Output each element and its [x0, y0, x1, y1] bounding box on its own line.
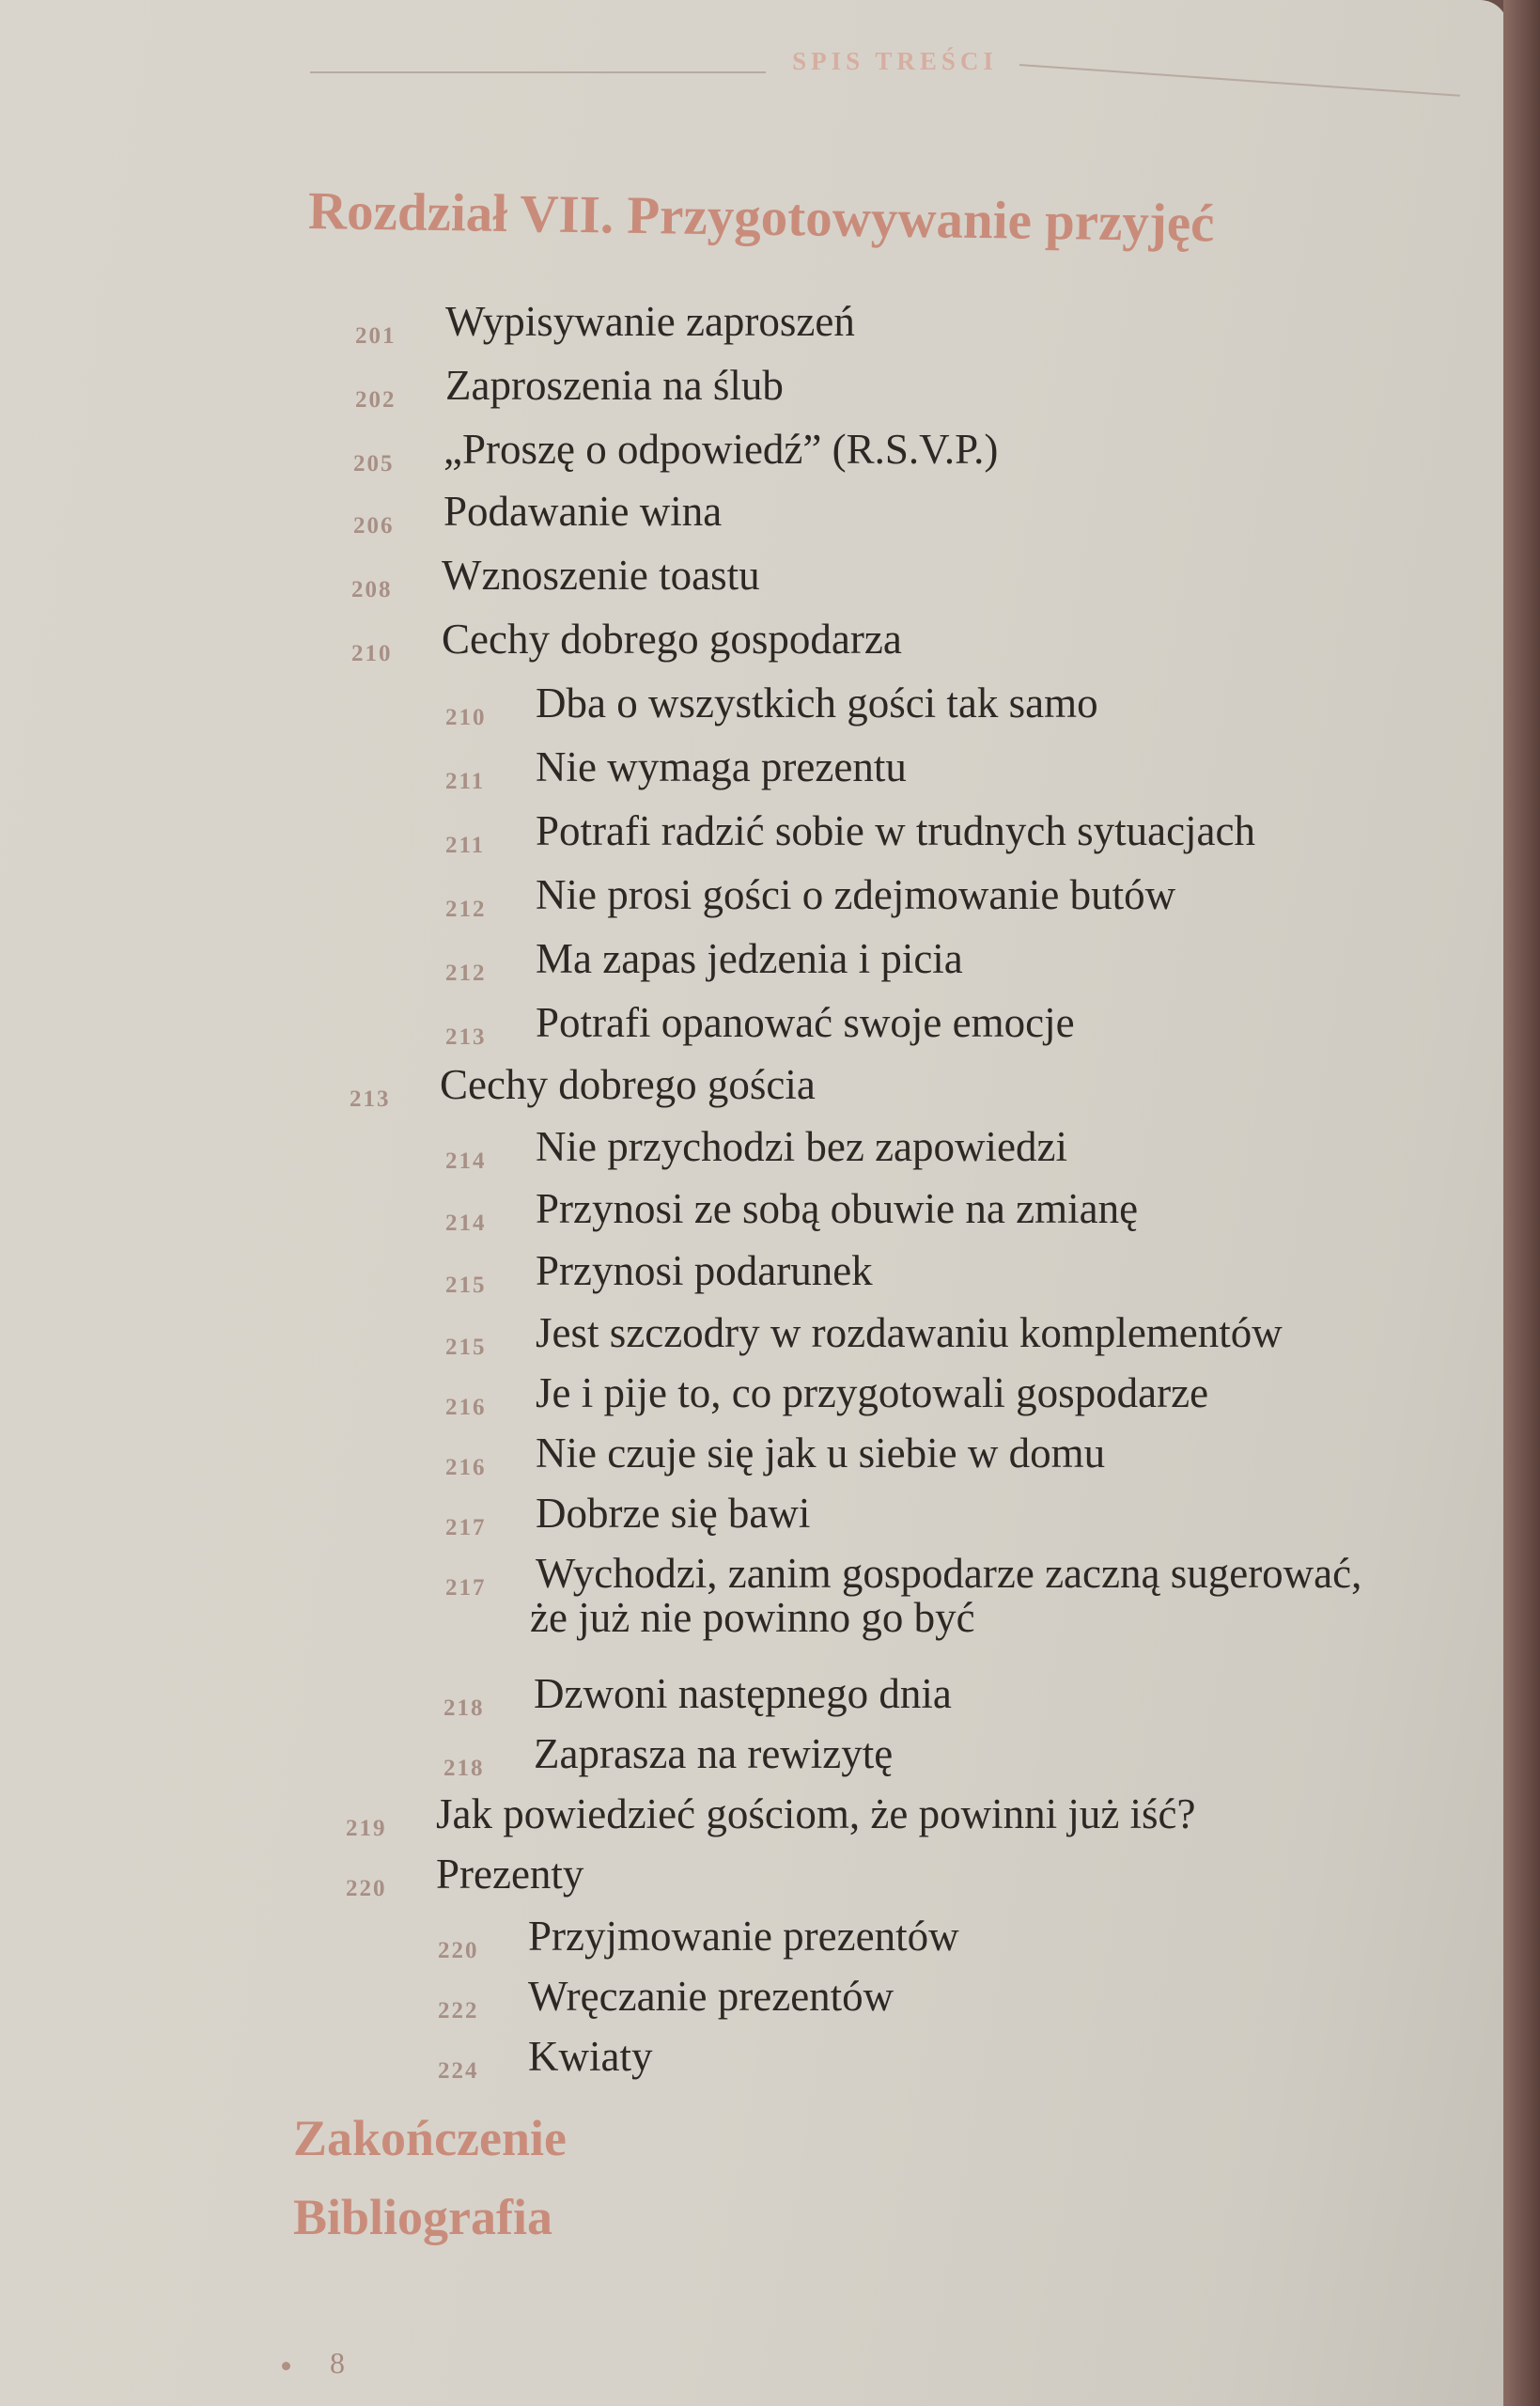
toc-page-number: 201: [355, 323, 397, 349]
page-folio: [282, 2346, 345, 2381]
toc-page-number: 211: [445, 833, 486, 858]
toc-page-number: 214: [445, 1211, 487, 1236]
toc-page-number: 213: [350, 1086, 391, 1112]
toc-entry-continuation: że już nie powinno go być: [530, 1594, 975, 1641]
toc-entry-title: Nie wymaga prezentu: [536, 743, 907, 790]
toc-page-number: 215: [445, 1273, 487, 1298]
toc-page-number: 210: [351, 641, 393, 666]
toc-page-number: 218: [443, 1695, 485, 1721]
toc-page-number: 211: [445, 769, 486, 794]
toc-page-number: 215: [445, 1335, 487, 1360]
closing-section-bibliography: Bibliografia: [293, 2189, 553, 2245]
toc-page-number: 220: [438, 1938, 479, 1963]
toc-entry-title: Prezenty: [436, 1851, 584, 1898]
toc-entry-title: Ma zapas jedzenia i picia: [536, 935, 963, 982]
toc-entry-title: Nie czuje się jak u siebie w domu: [536, 1430, 1106, 1476]
toc-entry-title: Cechy dobrego gospodarza: [442, 616, 902, 663]
book-edge: [1503, 0, 1540, 2406]
toc-page-number: 217: [445, 1515, 487, 1540]
toc-page-number: 214: [445, 1148, 487, 1174]
toc-entry-title: Dzwoni następnego dnia: [534, 1670, 952, 1717]
closing-section-conclusion: Zakończenie: [293, 2110, 567, 2166]
toc-entry-title: Je i pije to, co przygotowali gospodarze: [536, 1369, 1209, 1416]
toc-page-number: 222: [438, 1998, 479, 2023]
toc-page-number: 216: [445, 1455, 487, 1480]
toc-page-number: 212: [445, 961, 487, 986]
toc-entry-title: Przynosi podarunek: [536, 1247, 873, 1294]
toc-entry-title: Wypisywanie zaproszeń: [445, 298, 855, 345]
chapter-title: Rozdział VII. Przygotowywanie przyjęć: [307, 181, 1215, 254]
toc-page-number: 219: [346, 1816, 387, 1841]
toc-page-number: 224: [438, 2058, 479, 2084]
toc-entry-title: Jak powiedzieć gościom, że powinni już iść?: [436, 1790, 1196, 1837]
toc-entry-title: Dobrze się bawi: [536, 1490, 811, 1537]
toc-entry-title: Podawanie wina: [443, 488, 723, 535]
toc-entry-title: Nie przychodzi bez zapowiedzi: [536, 1123, 1067, 1170]
running-head-title: SPIS TREŚCI: [792, 47, 998, 75]
toc-page-number: 202: [355, 387, 397, 413]
toc-entry-title: Potrafi opanować swoje emocje: [536, 999, 1075, 1046]
toc-entry-title: Nie prosi gości o zdejmowanie butów: [536, 871, 1176, 918]
toc-entry-title: Wychodzi, zanim gospodarze zaczną sugerować,: [536, 1550, 1362, 1597]
toc-page-number: 217: [445, 1575, 487, 1601]
toc-entry-title: Zaproszenia na ślub: [445, 362, 784, 409]
toc-entry-title: „Proszę o odpowiedź” (R.S.V.P.): [443, 426, 999, 473]
toc-entry-title: Przynosi ze sobą obuwie na zmianę: [536, 1185, 1139, 1232]
toc-entry-title: Potrafi radzić sobie w trudnych sytuacjach: [536, 807, 1255, 854]
toc-page-number: 220: [346, 1876, 387, 1901]
toc-entry-title: Kwiaty: [528, 2033, 653, 2080]
toc-entry-title: Przyjmowanie prezentów: [528, 1913, 959, 1960]
toc-entry-title: Cechy dobrego gościa: [440, 1061, 816, 1108]
toc-page-number: 212: [445, 897, 487, 922]
toc-entry-title: Wznoszenie toastu: [442, 552, 760, 599]
page-number: 8: [330, 2346, 345, 2380]
toc-page-number: 210: [445, 705, 487, 730]
toc-entry-title: Zaprasza na rewizytę: [534, 1730, 894, 1777]
bullet-ornament-icon: [282, 2362, 290, 2370]
toc-page-number: 216: [445, 1395, 487, 1420]
toc-entry-title: Wręczanie prezentów: [528, 1973, 894, 2020]
toc-page-number: 206: [353, 513, 395, 539]
toc-entry-title: Dba o wszystkich gości tak samo: [536, 680, 1098, 726]
toc-page-number: 208: [351, 577, 393, 602]
toc-entry-title: Jest szczodry w rozdawaniu komplementów: [536, 1309, 1283, 1356]
toc-page-number: 205: [353, 451, 395, 477]
toc-page-number: 213: [445, 1024, 487, 1050]
toc-page-number: 218: [443, 1756, 485, 1781]
